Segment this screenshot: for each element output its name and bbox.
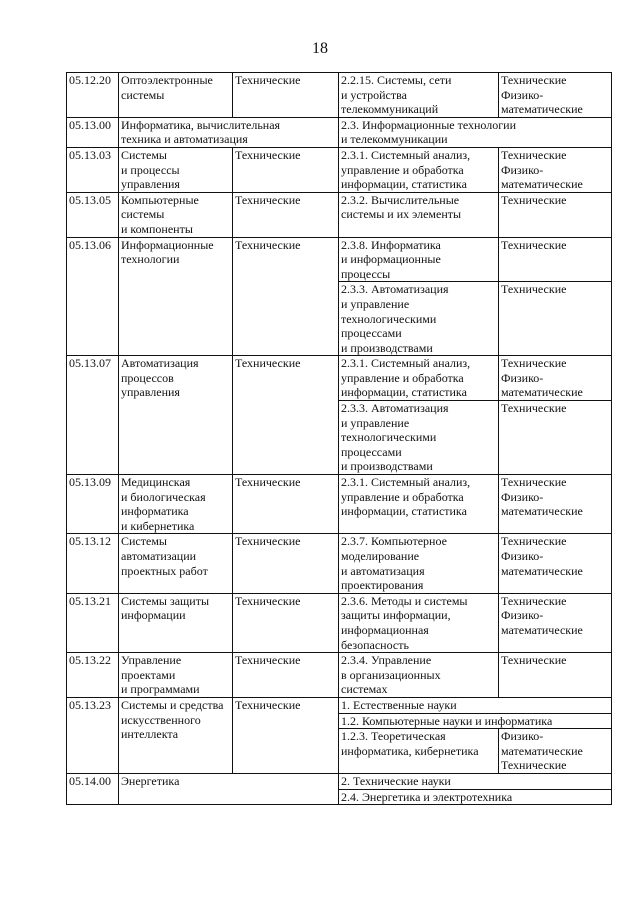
table-row (67, 356, 612, 401)
new-specialty-group: 2.3.1. Системный анализ, управление и обработка информации, статистика (339, 356, 499, 401)
new-science-branches: Технические Физико- математические (499, 356, 612, 401)
new-science-branches: Технические Физико- математические (499, 534, 612, 593)
specialty-correspondence-table (66, 72, 612, 805)
old-specialty-name: Информатика, вычислительная техника и автоматизация (119, 117, 339, 147)
old-science-branch: Технические (233, 593, 339, 652)
new-science-branches: Технические Физико- математические (499, 475, 612, 534)
new-specialty-group: 2.3.7. Компьютерное моделирование и автоматизация проектирования (339, 534, 499, 593)
old-specialty-code: 05.13.00 (67, 117, 119, 147)
old-specialty-code: 05.14.00 (67, 773, 119, 804)
table-row (67, 475, 612, 534)
new-specialty-group: 1.2. Компьютерные науки и информатика (339, 713, 612, 729)
table-row (67, 697, 612, 713)
old-specialty-name: Системы и процессы управления (119, 147, 233, 192)
new-specialty-group: 2.3.3. Автоматизация и управление технологическими процессами и производствами (339, 401, 499, 475)
new-specialty-group: 2.3.4. Управление в организационных системах (339, 653, 499, 698)
new-science-branches: Технические (499, 282, 612, 356)
new-science-branches: Технические (499, 237, 612, 282)
old-specialty-code: 05.13.06 (67, 237, 119, 356)
old-specialty-code: 05.13.03 (67, 147, 119, 192)
old-specialty-name: Компьютерные системы и компоненты (119, 192, 233, 237)
old-specialty-name: Системы и средства искусственного интеллекта (119, 697, 233, 773)
new-science-branches: Физико- математические Технические (499, 729, 612, 774)
new-specialty-group: 2.3. Информационные технологии и телекоммуникации (339, 117, 612, 147)
table-row (67, 534, 612, 593)
table-row (67, 192, 612, 237)
table-row (67, 147, 612, 192)
old-specialty-code: 05.13.05 (67, 192, 119, 237)
old-science-branch: Технические (233, 237, 339, 356)
old-science-branch: Технические (233, 534, 339, 593)
old-specialty-name: Автоматизация процессов управления (119, 356, 233, 475)
new-specialty-group: 2.3.8. Информатика и информационные процессы (339, 237, 499, 282)
table-row (67, 653, 612, 698)
old-specialty-name: Медицинская и биологическая информатика и кибернетика (119, 475, 233, 534)
new-specialty-group: 2. Технические науки (339, 773, 612, 789)
old-specialty-code: 05.13.09 (67, 475, 119, 534)
table-body (67, 73, 612, 805)
old-science-branch: Технические (233, 73, 339, 118)
new-science-branches: Технические (499, 653, 612, 698)
new-specialty-group: 2.4. Энергетика и электротехника (339, 789, 612, 805)
new-specialty-group: 2.2.15. Системы, сети и устройства телекоммуникаций (339, 73, 499, 118)
new-specialty-group: 2.3.6. Методы и системы защиты информации, информационная безопасность (339, 593, 499, 652)
new-specialty-group: 1. Естественные науки (339, 697, 612, 713)
page-number: 18 (312, 40, 328, 57)
old-specialty-code: 05.13.12 (67, 534, 119, 593)
table-row (67, 773, 612, 789)
old-science-branch: Технические (233, 356, 339, 475)
new-specialty-group: 2.3.1. Системный анализ, управление и обработка информации, статистика (339, 147, 499, 192)
new-science-branches: Технические (499, 192, 612, 237)
old-specialty-code: 05.12.20 (67, 73, 119, 118)
old-science-branch: Технические (233, 147, 339, 192)
new-science-branches: Технические Физико- математические (499, 147, 612, 192)
old-science-branch: Технические (233, 475, 339, 534)
old-science-branch: Технические (233, 697, 339, 773)
old-specialty-code: 05.13.23 (67, 697, 119, 773)
old-science-branch: Технические (233, 653, 339, 698)
table-row (67, 237, 612, 282)
table-row (67, 73, 612, 118)
old-science-branch: Технические (233, 192, 339, 237)
new-specialty-group: 2.3.3. Автоматизация и управление технологическими процессами и производствами (339, 282, 499, 356)
old-specialty-name: Управление проектами и программами (119, 653, 233, 698)
table-row (67, 117, 612, 147)
new-specialty-group: 1.2.3. Теоретическая информатика, кибернетика (339, 729, 499, 774)
old-specialty-name: Энергетика (119, 773, 339, 804)
old-specialty-code: 05.13.07 (67, 356, 119, 475)
old-specialty-name: Системы автоматизации проектных работ (119, 534, 233, 593)
new-science-branches: Технические Физико- математические (499, 73, 612, 118)
old-specialty-code: 05.13.22 (67, 653, 119, 698)
old-specialty-name: Информационные технологии (119, 237, 233, 356)
old-specialty-code: 05.13.21 (67, 593, 119, 652)
old-specialty-name: Оптоэлектронные системы (119, 73, 233, 118)
new-science-branches: Технические (499, 401, 612, 475)
new-specialty-group: 2.3.1. Системный анализ, управление и обработка информации, статистика (339, 475, 499, 534)
new-science-branches: Технические Физико- математические (499, 593, 612, 652)
old-specialty-name: Системы защиты информации (119, 593, 233, 652)
new-specialty-group: 2.3.2. Вычислительные системы и их элементы (339, 192, 499, 237)
table-row (67, 593, 612, 652)
